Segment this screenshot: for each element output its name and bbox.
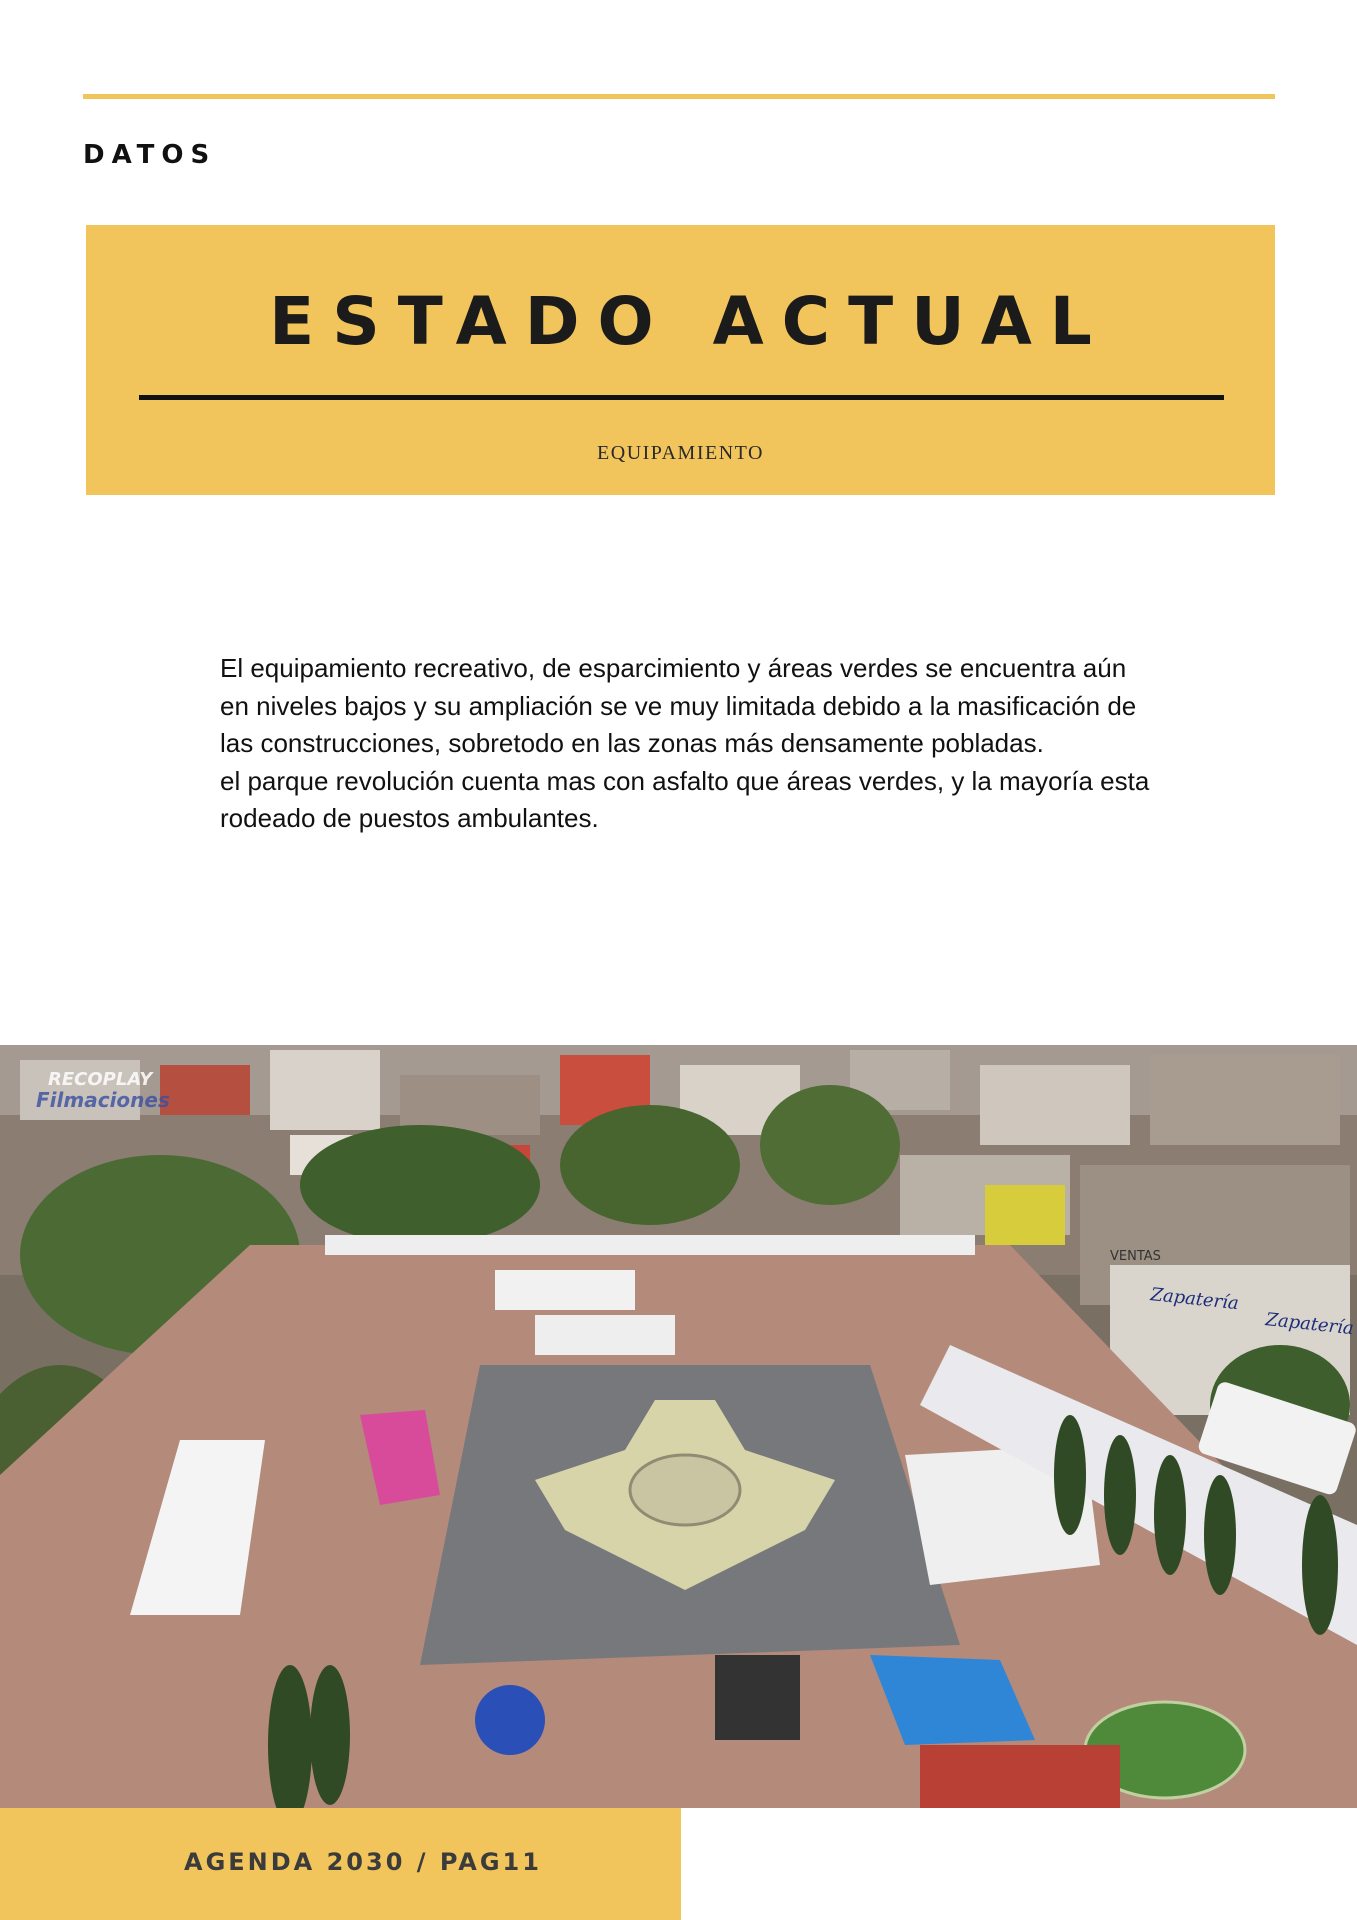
body-text	[220, 650, 1160, 838]
watermark-line-1: RECOPLAY	[48, 1069, 153, 1090]
sign-zapateria-1: Zapatería	[1149, 1284, 1240, 1315]
footer-label: AGENDA 2030 / PAG11	[184, 1848, 542, 1876]
title-divider	[139, 395, 1224, 400]
top-rule	[83, 94, 1275, 99]
sign-ventas: VENTAS	[1110, 1249, 1161, 1264]
body-paragraph-2: el parque revolución cuenta mas con asfalto que áreas verdes, y la mayoría esta rodeado de puestos ambulantes.	[220, 765, 1150, 833]
sign-zapateria-2: Zapatería	[1264, 1309, 1355, 1340]
section-label: DATOS	[83, 140, 217, 170]
footer-bar	[0, 1808, 681, 1920]
page-subtitle: EQUIPAMIENTO	[597, 442, 764, 464]
watermark-line-2: Filmaciones	[36, 1088, 170, 1112]
page-title: ESTADO ACTUAL	[269, 283, 1110, 360]
aerial-plaza-photo	[0, 1045, 1357, 1808]
body-paragraph-1: El equipamiento recreativo, de esparcimiento y áreas verdes se encuentra aún en niveles bajos y su ampliación se ve muy limitada debido a la masificación de las construcciones, sobretodo en las zonas más densamente pobladas.	[220, 653, 1137, 758]
title-banner	[86, 225, 1275, 495]
